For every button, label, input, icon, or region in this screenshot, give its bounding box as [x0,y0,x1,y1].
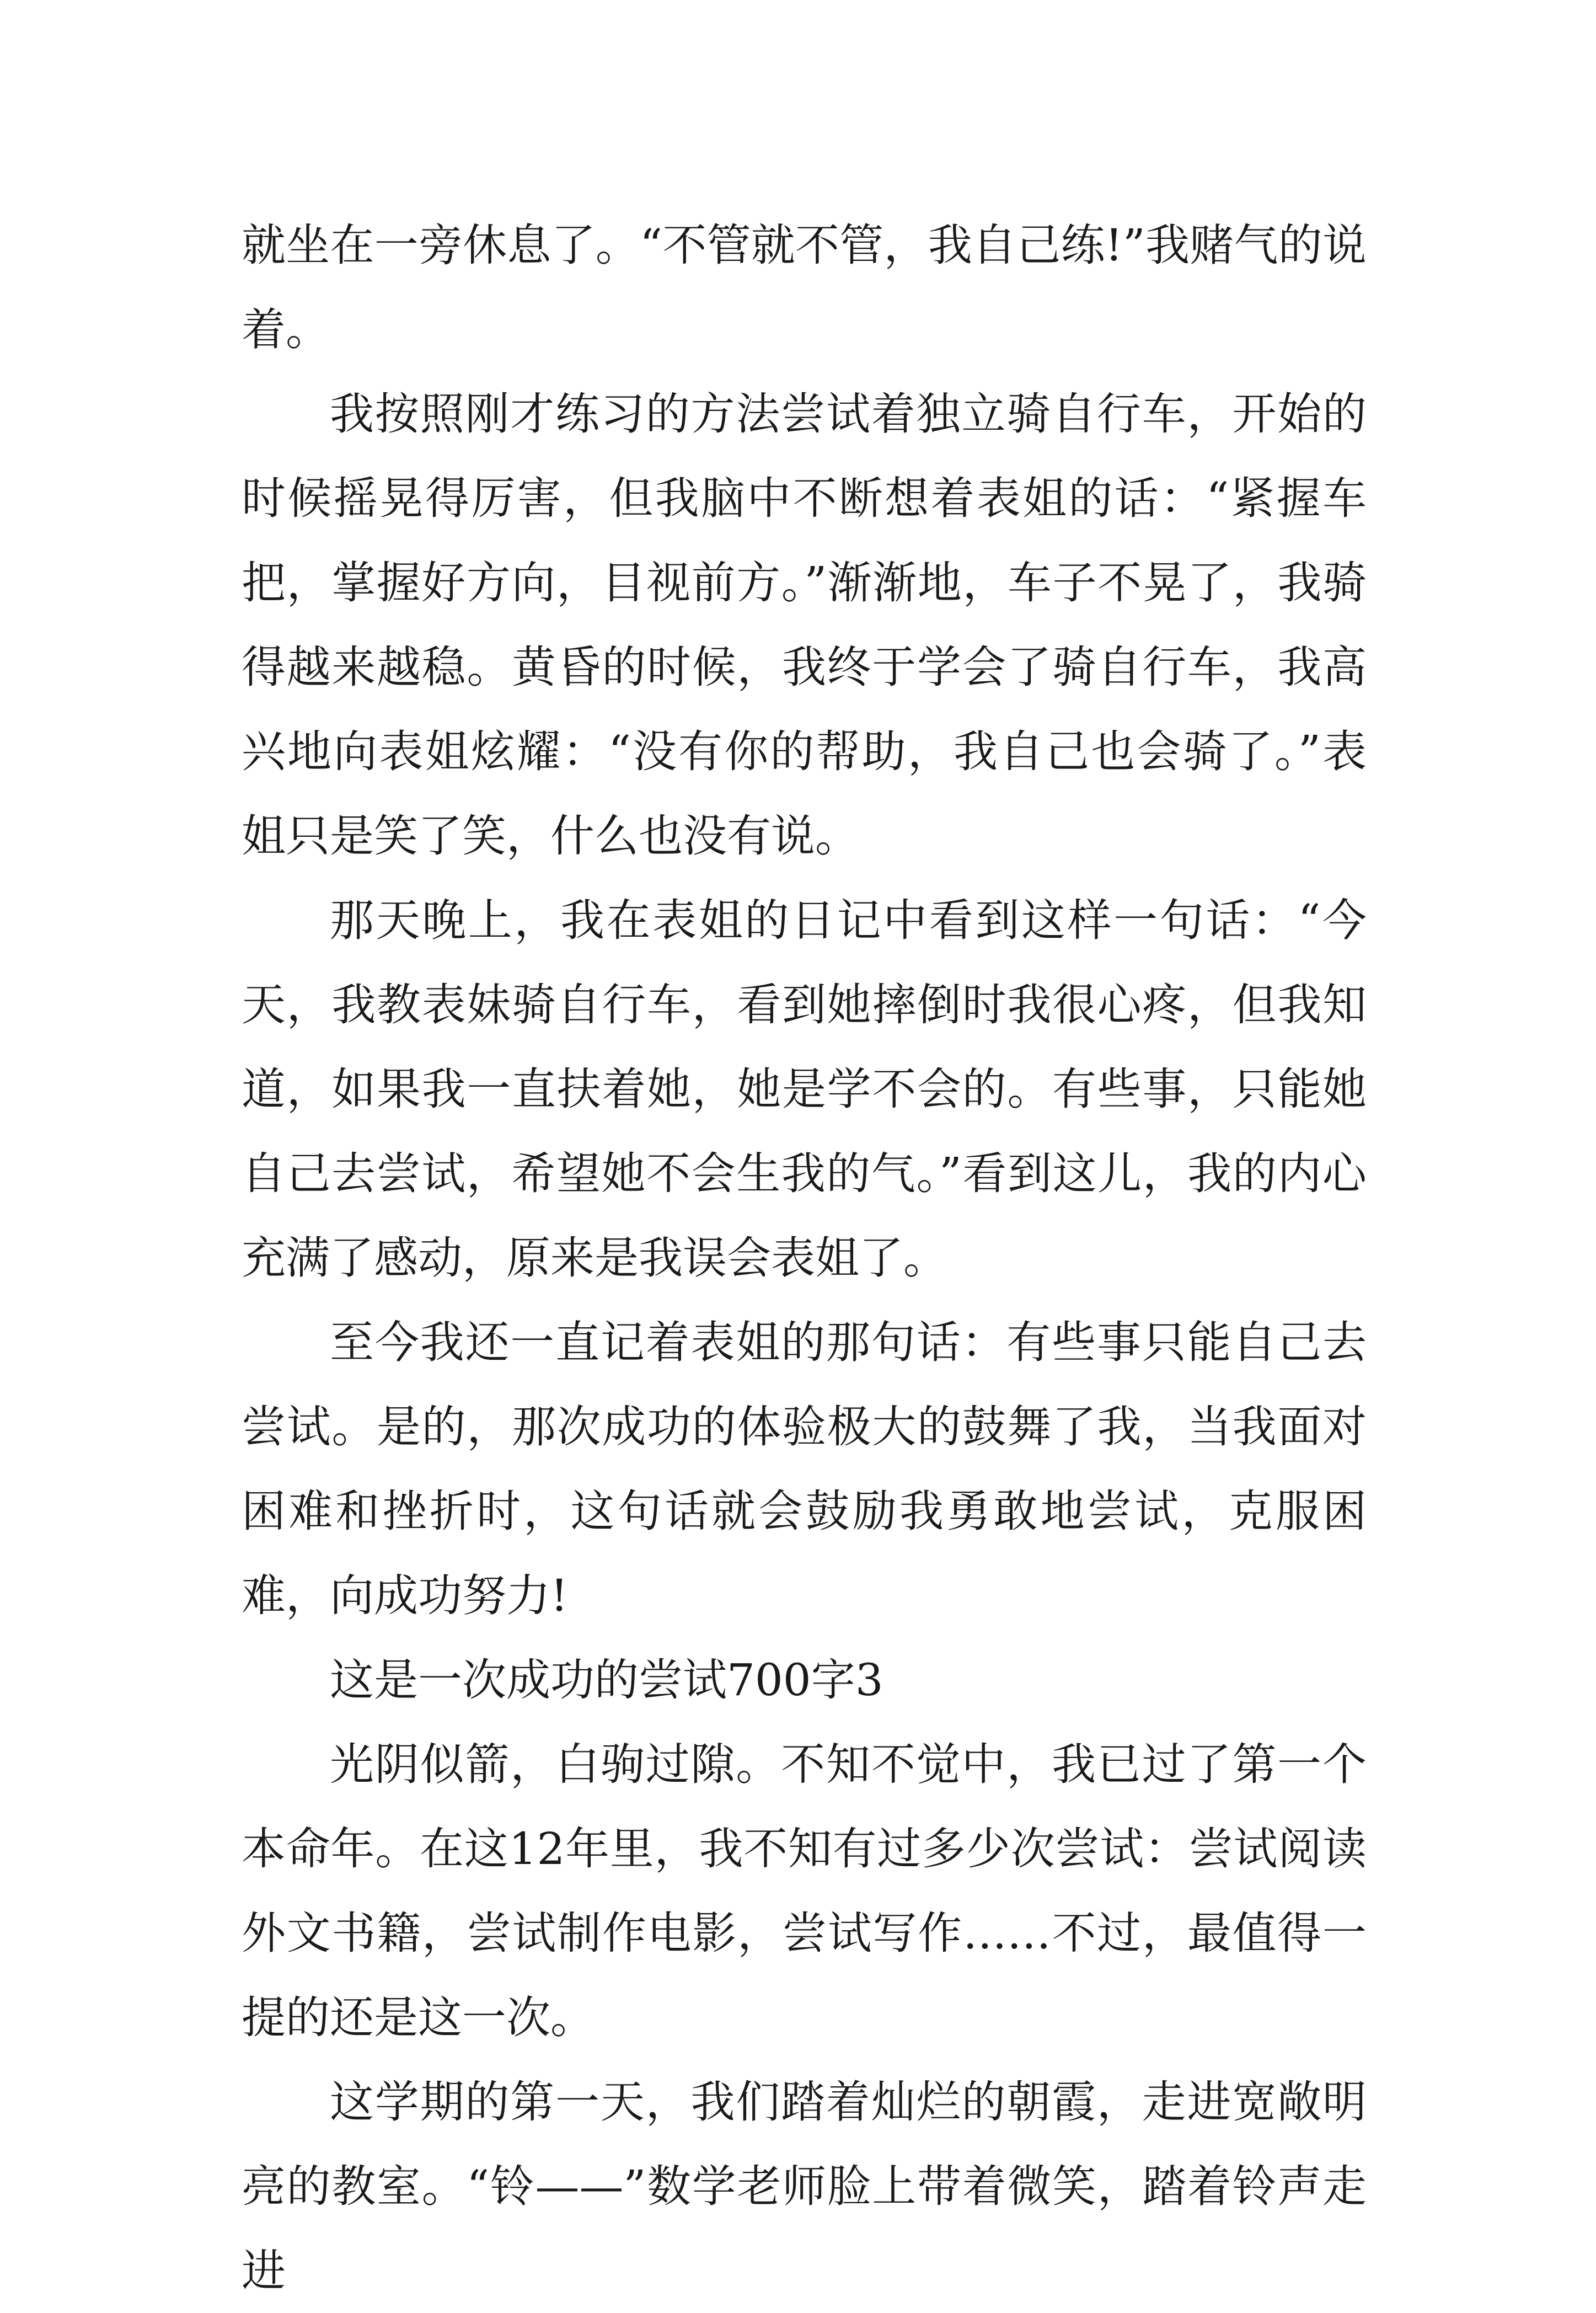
paragraph-2: 我按照刚才练习的方法尝试着独立骑自行车，开始的时候摇晃得厉害，但我脑中不断想着表姐的话：“紧握车把，掌握好方向，目视前方。”渐渐地，车子不晃了，我骑得越来越稳。黄昏的时候，我终于学会了骑自行车，我高兴地向表姐炫耀：“没有你的帮助，我自己也会骑了。”表姐只是笑了笑，什么也没有说。 [242,388,1367,862]
paragraph-3: 那天晚上，我在表姐的日记中看到这样一句话：“今天，我教表妹骑自行车，看到她摔倒时我很心疼，但我知道，如果我一直扶着她，她是学不会的。有些事，只能她自己去尝试，希望她不会生我的气。”看到这儿，我的内心充满了感动，原来是我误会表姐了。 [242,895,1367,1284]
document-body [242,203,1367,2313]
paragraph-5: 光阴似箭，白驹过隙。不知不觉中，我已过了第一个本命年。在这12年里，我不知有过多少次尝试：尝试阅读外文书籍，尝试制作电影，尝试写作……不过，最值得一提的还是这一次。 [242,1739,1367,2043]
section-title: 这是一次成功的尝试700字3 [330,1654,883,1706]
paragraph-1: 就坐在一旁休息了。“不管就不管，我自己练!”我赌气的说着。 [242,220,1367,355]
paragraph-6: 这学期的第一天，我们踏着灿烂的朝霞，走进宽敞明亮的教室。“铃——”数学老师脸上带着微笑，踏着铃声走进 [242,2076,1367,2296]
paragraph-4: 至今我还一直记着表姐的那句话：有些事只能自己去尝试。是的，那次成功的体验极大的鼓舞了我，当我面对困难和挫折时，这句话就会鼓励我勇敢地尝试，克服困难，向成功努力! [242,1317,1367,1621]
